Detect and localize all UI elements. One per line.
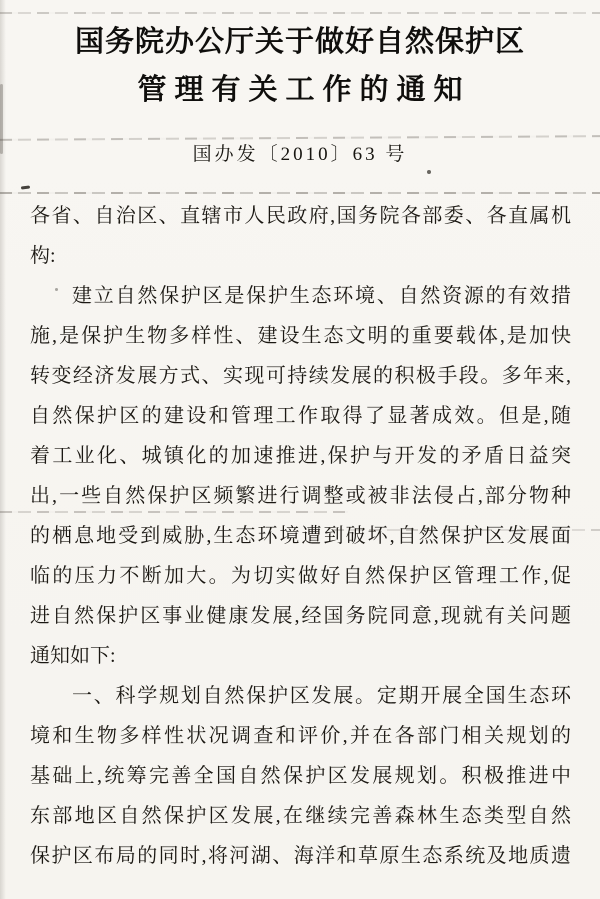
scan-speck-dot: [427, 170, 431, 174]
body-line-paragraph: 着工业化、城镇化的加速推进,保护与开发的矛盾日益突: [30, 445, 571, 467]
document-title-line-2: 管理有关工作的通知: [137, 74, 471, 106]
scan-streak-above-body: [0, 192, 600, 194]
body-line-paragraph: 自然保护区的建设和管理工作取得了显著成效。但是,随: [30, 405, 571, 427]
scan-streak-under-title: [0, 135, 600, 141]
body-line-paragraph: 施,是保护生物多样性、建设生态文明的重要载体,是加快: [30, 325, 571, 347]
body-line-paragraph: 转变经济发展方式、实现可持续发展的积极手段。多年来,: [30, 365, 571, 387]
body-line-paragraph: 出,一些自然保护区频繁进行调整或被非法侵占,部分物种: [30, 485, 571, 507]
body-line-paragraph: 进自然保护区事业健康发展,经国务院同意,现就有关问题: [30, 605, 571, 627]
body-line-paragraph: 临的压力不断加大。为切实做好自然保护区管理工作,促: [30, 565, 571, 587]
body-line-paragraph: 的栖息地受到威胁,生态环境遭到破坏,自然保护区发展面: [30, 525, 571, 547]
body-line-paragraph: 通知如下:: [30, 645, 116, 667]
body-line-paragraph: 境和生物多样性状况调查和评价,并在各部门相关规划的: [30, 725, 571, 747]
document-title-line-1: 国务院办公厅关于做好自然保护区: [74, 26, 525, 58]
scan-streak-top: [0, 12, 600, 14]
body-line-paragraph: 保护区布局的同时,将河湖、海洋和草原生态系统及地质遗: [30, 845, 571, 867]
document-number: 国办发〔2010〕63 号: [192, 144, 408, 165]
body-line-paragraph: 建立自然保护区是保护生态环境、自然资源的有效措: [72, 285, 571, 307]
body-line-paragraph: 基础上,统筹完善全国自然保护区发展规划。积极推进中: [30, 765, 571, 787]
body-line-section-one: 一、科学规划自然保护区发展。定期开展全国生态环: [72, 685, 571, 707]
scan-speck-dash: [21, 185, 30, 189]
body-line-salutation: 各省、自治区、直辖市人民政府,国务院各部委、各直属机: [30, 205, 571, 227]
body-line-salutation: 构:: [30, 245, 56, 267]
document-body: [30, 196, 571, 876]
body-line-paragraph: 东部地区自然保护区发展,在继续完善森林生态类型自然: [30, 805, 571, 827]
